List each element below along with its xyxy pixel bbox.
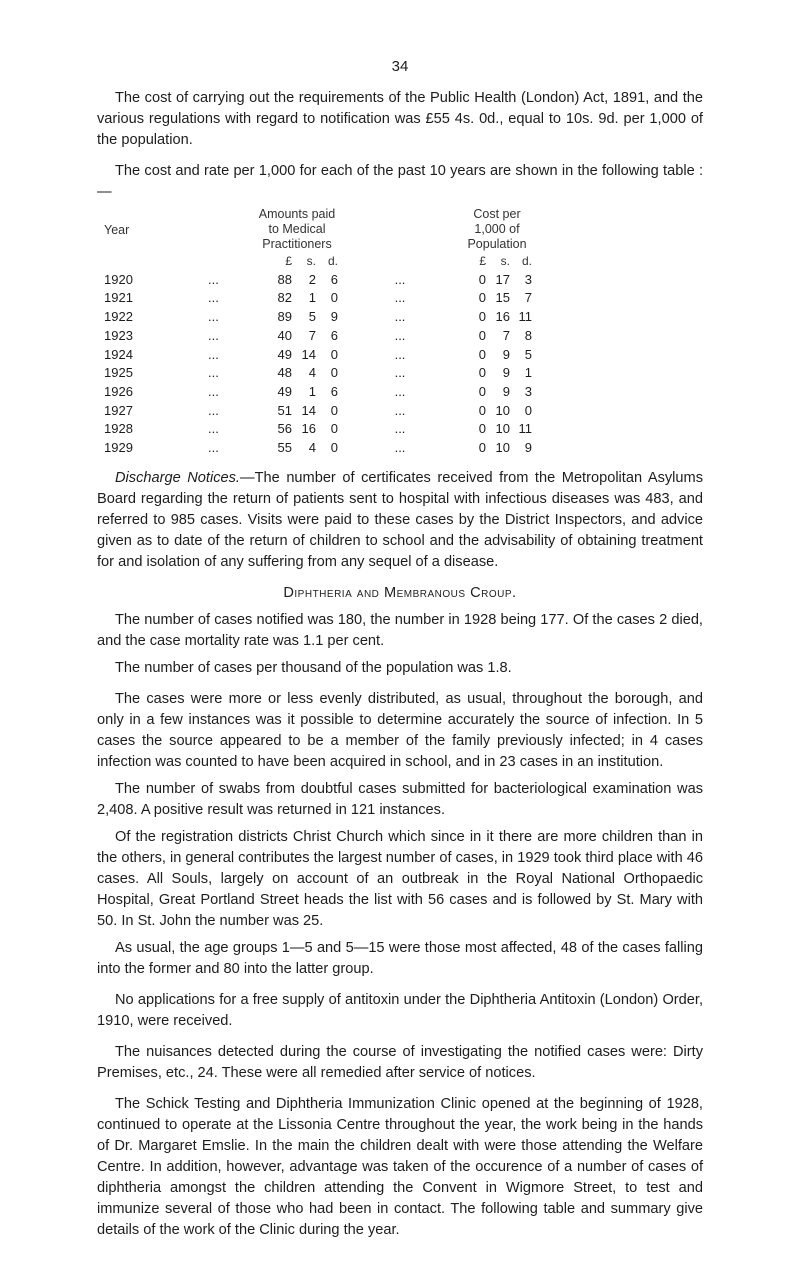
paragraph-antitoxin: No applications for a free supply of antitoxin under the Diphtheria Antitoxin (London) Order, 1910, were received. xyxy=(97,991,703,1029)
table-row xyxy=(97,383,703,402)
unit-pounds: £ xyxy=(479,254,486,268)
amount-pounds-cell: 48 xyxy=(277,365,292,381)
cost-shillings-cell: 10 xyxy=(495,402,510,418)
spacer-cell xyxy=(532,308,703,327)
amount-pence-cell: 0 xyxy=(330,346,338,362)
table-row xyxy=(97,420,703,439)
year-cell: 1924 xyxy=(104,346,133,362)
header-cost: Cost per 1,000 of Population xyxy=(467,207,527,251)
dots-cell: ... xyxy=(394,440,406,456)
amount-pence-cell: 0 xyxy=(330,440,338,456)
cost-pence-cell: 3 xyxy=(524,383,532,399)
dots-cell: ... xyxy=(394,271,406,287)
cost-pence-cell: 0 xyxy=(524,402,532,418)
table-row xyxy=(97,271,703,290)
year-cell: 1928 xyxy=(104,421,133,437)
cost-pence-cell: 1 xyxy=(524,365,532,381)
table-header-row xyxy=(97,207,703,252)
year-cell: 1929 xyxy=(104,440,133,456)
discharge-text: —The number of certificates received from the Metropolitan Asylums Board regarding the return of patients sent to hospital with infectious diseases was 483, and referred to 985 cases. Visits were paid to these cases by the District Inspectors, and advice given as to date of the return of children to school and the advisability of obtaining treatment for and isolation of any suffering from any sequel of a disease. xyxy=(97,469,703,570)
table-row xyxy=(97,364,703,383)
year-cell: 1927 xyxy=(104,402,133,418)
spacer-cell xyxy=(532,383,703,402)
amount-pence-cell: 0 xyxy=(330,290,338,306)
section-heading: Diphtheria and Membranous Croup. xyxy=(283,584,517,601)
spacer-cell xyxy=(532,402,703,421)
amount-pounds-cell: 89 xyxy=(277,309,292,325)
amount-pence-cell: 0 xyxy=(330,365,338,381)
cost-shillings-cell: 17 xyxy=(495,271,510,287)
amount-shillings-cell: 4 xyxy=(308,440,316,456)
year-cell: 1926 xyxy=(104,383,133,399)
year-cell: 1920 xyxy=(104,271,133,287)
dots-cell: ... xyxy=(394,327,406,343)
cost-shillings-cell: 9 xyxy=(502,383,510,399)
unit-pence: d. xyxy=(521,254,532,268)
cost-pounds-cell: 0 xyxy=(478,327,486,343)
amount-shillings-cell: 14 xyxy=(301,346,316,362)
paragraph-distribution: The cases were more or less evenly distributed, as usual, throughout the borough, and only in a few instances was it possible to determine accurately the source of infection. In 5 cases the source appeared to be a member of the family previously infected; in 4 cases infection was counted to have been acquired in school, and in 23 cases in an institution. xyxy=(97,690,703,770)
paragraph-cases-per-thousand: The number of cases per thousand of the population was 1.8. xyxy=(115,659,512,676)
page-number: 34 xyxy=(391,58,409,75)
cost-pounds-cell: 0 xyxy=(478,402,486,418)
cost-shillings-cell: 7 xyxy=(502,327,510,343)
cost-pounds-cell: 0 xyxy=(478,421,486,437)
paragraph-discharge xyxy=(97,468,703,573)
spacer-cell xyxy=(532,364,703,383)
spacer-cell xyxy=(532,327,703,346)
unit-shillings: s. xyxy=(306,254,316,268)
amount-shillings-cell: 16 xyxy=(301,421,316,437)
cost-pence-cell: 8 xyxy=(524,327,532,343)
dots-cell: ... xyxy=(394,421,406,437)
spacer-cell xyxy=(532,346,703,365)
amount-shillings-cell: 2 xyxy=(308,271,316,287)
cost-shillings-cell: 15 xyxy=(495,290,510,306)
amount-pence-cell: 9 xyxy=(330,309,338,325)
table-row xyxy=(97,289,703,308)
dots-cell: ... xyxy=(394,402,406,418)
table-row xyxy=(97,439,703,458)
dots-cell: ... xyxy=(394,365,406,381)
paragraph-cost-intro: The cost of carrying out the requirements of the Public Health (London) Act, 1891, and the various regulations with regard to notification was £55 4s. 0d., equal to 10s. 9d. per 1,000 of the population. xyxy=(97,90,703,148)
cost-pounds-cell: 0 xyxy=(478,440,486,456)
amount-pence-cell: 6 xyxy=(330,271,338,287)
amount-shillings-cell: 1 xyxy=(308,290,316,306)
spacer-cell xyxy=(532,271,703,290)
table-row xyxy=(97,402,703,421)
dots-cell: ... xyxy=(208,365,219,381)
amount-pounds-cell: 49 xyxy=(277,383,292,399)
table-row xyxy=(97,308,703,327)
cost-pounds-cell: 0 xyxy=(478,290,486,306)
cost-pounds-cell: 0 xyxy=(478,309,486,325)
paragraph-schick-clinic: The Schick Testing and Diphtheria Immunization Clinic opened at the beginning of 1928, continued to operate at the Lissonia Centre throughout the year, the work being in the hands of Dr. Margaret Emslie. In the main the children dealt with were those attending the Welfare Centre. In addition, however, advantage was taken of the occurence of a number of cases of diphtheria amongst the children attending the Convent in Wigmore Street, to test and immunize several of those who had been in contact. The following table and summary give details of the work of the Clinic during the year. xyxy=(97,1095,703,1238)
dots-cell: ... xyxy=(208,440,219,456)
cost-shillings-cell: 9 xyxy=(502,346,510,362)
table-units-row xyxy=(97,252,703,271)
paragraph-cases-notified: The number of cases notified was 180, the number in 1928 being 177. Of the cases 2 died, and the case mortality rate was 1.1 per cent. xyxy=(97,611,703,649)
cost-pence-cell: 7 xyxy=(524,290,532,306)
header-amounts: Amounts paid to Medical Practitioners xyxy=(258,207,336,251)
cost-pounds-cell: 0 xyxy=(478,346,486,362)
paragraph-registration-districts: Of the registration districts Christ Church which since in it there are more children than in the others, in general contributes the largest number of cases, in 1929 took third place with 46 cases. All Souls, largely on account of an outbreak in the Royal National Orthopaedic Hospital, Great Portland Street heads the list with 56 cases and is followed by St. Mary with 50. In St. John the number was 25. xyxy=(97,828,703,929)
cost-shillings-cell: 10 xyxy=(495,421,510,437)
year-cell: 1921 xyxy=(104,290,133,306)
cost-shillings-cell: 16 xyxy=(495,309,510,325)
amount-pence-cell: 6 xyxy=(330,327,338,343)
amount-pounds-cell: 51 xyxy=(277,402,292,418)
dots-cell: ... xyxy=(394,346,406,362)
spacer-cell xyxy=(532,289,703,308)
table-row xyxy=(97,346,703,365)
amount-pounds-cell: 82 xyxy=(277,290,292,306)
unit-pounds: £ xyxy=(285,254,292,268)
dots-cell: ... xyxy=(208,346,219,362)
cost-pounds-cell: 0 xyxy=(478,383,486,399)
table-row xyxy=(97,327,703,346)
amount-shillings-cell: 5 xyxy=(308,309,316,325)
header-year: Year xyxy=(104,223,130,237)
unit-pence: d. xyxy=(327,254,338,268)
dots-cell: ... xyxy=(208,327,219,343)
spacer-cell xyxy=(532,420,703,439)
amount-shillings-cell: 14 xyxy=(301,402,316,418)
paragraph-age-groups: As usual, the age groups 1—5 and 5—15 were those most affected, 48 of the cases falling into the former and 80 into the latter group. xyxy=(97,939,703,977)
dots-cell: ... xyxy=(208,402,219,418)
year-cell: 1923 xyxy=(104,327,133,343)
amount-pence-cell: 0 xyxy=(330,402,338,418)
cost-pounds-cell: 0 xyxy=(478,271,486,287)
dots-cell: ... xyxy=(208,271,219,287)
cost-pence-cell: 11 xyxy=(518,309,532,325)
cost-shillings-cell: 9 xyxy=(502,365,510,381)
dots-cell: ... xyxy=(208,421,219,437)
amount-pounds-cell: 88 xyxy=(277,271,292,287)
dots-cell: ... xyxy=(208,290,219,306)
cost-pounds-cell: 0 xyxy=(478,365,486,381)
cost-table xyxy=(97,207,703,458)
cost-pence-cell: 5 xyxy=(524,346,532,362)
paragraph-swabs: The number of swabs from doubtful cases submitted for bacteriological examination was 2,408. A positive result was returned in 121 instances. xyxy=(97,780,703,818)
dots-cell: ... xyxy=(394,309,406,325)
cost-shillings-cell: 10 xyxy=(495,440,510,456)
spacer-cell xyxy=(532,439,703,458)
dots-cell: ... xyxy=(208,383,219,399)
discharge-lead: Discharge Notices. xyxy=(115,469,240,486)
year-cell: 1922 xyxy=(104,309,133,325)
amount-pounds-cell: 40 xyxy=(277,327,292,343)
unit-shillings: s. xyxy=(500,254,510,268)
document-page xyxy=(97,56,703,1241)
cost-pence-cell: 3 xyxy=(524,271,532,287)
cost-pence-cell: 9 xyxy=(524,440,532,456)
amount-pounds-cell: 56 xyxy=(277,421,292,437)
amount-shillings-cell: 7 xyxy=(308,327,316,343)
amount-pence-cell: 0 xyxy=(330,421,338,437)
amount-shillings-cell: 4 xyxy=(308,365,316,381)
paragraph-table-intro: The cost and rate per 1,000 for each of the past 10 years are shown in the following table :— xyxy=(97,163,703,200)
amount-pence-cell: 6 xyxy=(330,383,338,399)
year-cell: 1925 xyxy=(104,365,133,381)
dots-cell: ... xyxy=(394,290,406,306)
amount-shillings-cell: 1 xyxy=(308,383,316,399)
cost-pence-cell: 11 xyxy=(518,421,532,437)
dots-cell: ... xyxy=(394,383,406,399)
dots-cell: ... xyxy=(208,309,219,325)
amount-pounds-cell: 55 xyxy=(277,440,292,456)
paragraph-nuisances: The nuisances detected during the course of investigating the notified cases were: Dirty Premises, etc., 24. These were all remedied after service of notices. xyxy=(97,1043,703,1081)
amount-pounds-cell: 49 xyxy=(277,346,292,362)
